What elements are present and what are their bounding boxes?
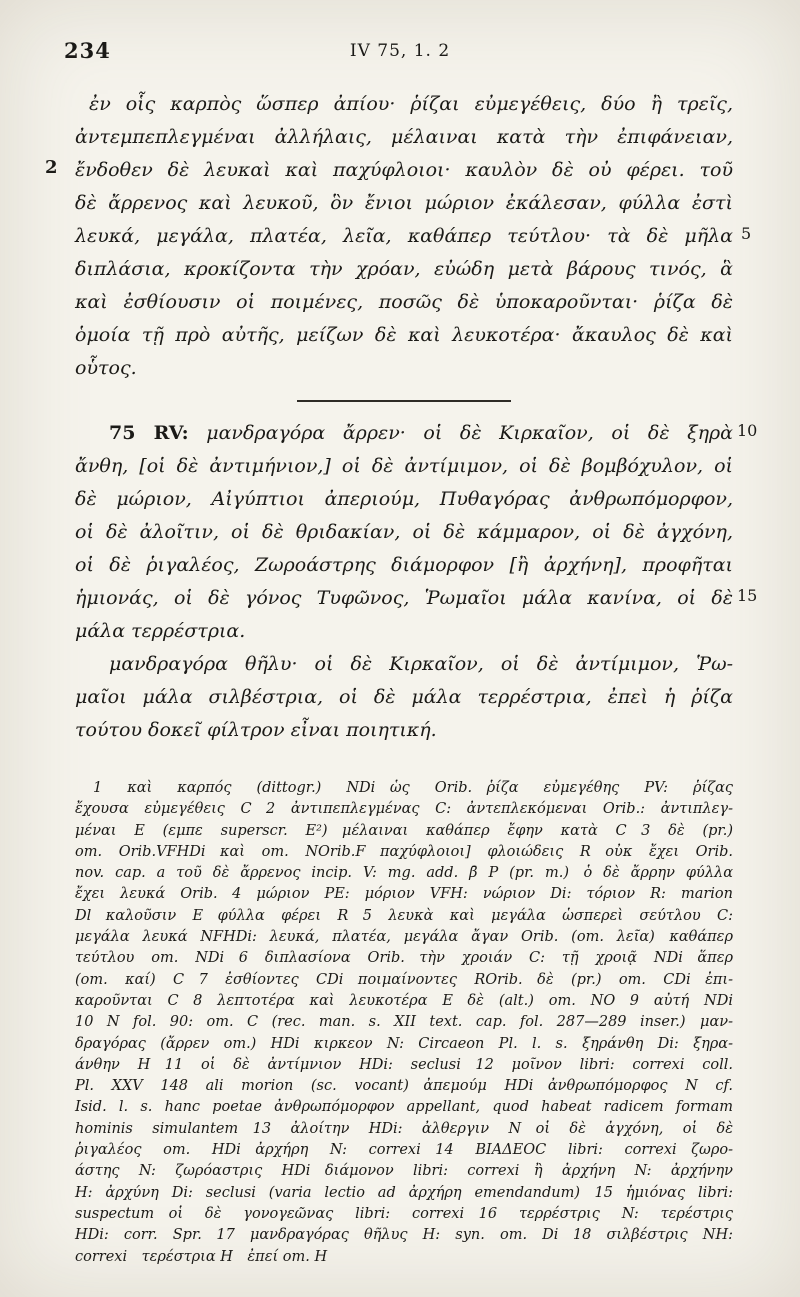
margin-section-number: 2 xyxy=(45,157,58,178)
apparatus-line: μέναι E (εμπε superscr. E²) μέλαιναι καθάπερ ἔφην κατὰ C 3 δὲ (pr.) xyxy=(75,822,733,839)
page-number: 234 xyxy=(64,38,111,63)
text-line: ἀντεμπεπλεγμέναι ἀλλήλαις, μέλαιναι κατὰ τὴν ἐπιφάνειαν, xyxy=(75,126,733,148)
apparatus-line: ἔχουσα εὐμεγέθεις C 2 ἀντιπεπλεγμένας C: ἀντεπλεκόμεναι Orib.: ἀντιπλεγ- xyxy=(75,801,733,818)
apparatus-line: Dl καλοῦσιν E φύλλα φέρει R 5 λευκὰ καὶ μεγάλα ὡσπερεὶ σεύτλου C: xyxy=(75,907,733,924)
apparatus-lines xyxy=(75,778,733,1268)
text-line: δὲ μώριον, Αἰγύπτιοι ἀπεριούμ, Πυθαγόρας ἀνθρωπόμορφον, xyxy=(75,488,733,510)
margin-line-number-15: 15 xyxy=(737,586,758,605)
paragraph-rv-synonyms-female xyxy=(75,648,733,747)
text-block xyxy=(75,88,733,1268)
apparatus-line: hominis simulantem 13 ἀλοίτην HDi: ἀλθεργιν N οἱ δὲ ἀγχόνη, οἱ δὲ xyxy=(75,1120,733,1137)
text-line-continuation: μανδραγόρα ἄρρεν· οἱ δὲ Κιρκαῖον, οἱ δὲ ξηρὰ xyxy=(188,422,734,444)
text-line: δὲ ἄρρενος καὶ λευκοῦ, ὃν ἔνιοι μώριον ἐκάλεσαν, φύλλα ἐστὶ xyxy=(75,192,733,214)
apparatus-line: suspectum οἱ δὲ γονογεῶνας libri: correxi 16 τερρέστρις N: τερέστρις xyxy=(75,1205,733,1222)
apparatus-line: καροῦνται C 8 λεπτοτέρα καὶ λευκοτέρα E δὲ (alt.) om. NO 9 αὐτή NDi xyxy=(75,992,733,1009)
paragraph-lines xyxy=(75,648,733,747)
text-line: μαῖοι μάλα σιλβέστρια, οἱ δὲ μάλα τερρέστρια, ἐπεὶ ἡ ῥίζα xyxy=(75,686,733,708)
text-line: τούτου δοκεῖ φίλτρον εἶναι ποιητική. xyxy=(75,719,437,741)
apparatus-line: (om. καί) C 7 ἐσθίοντες CDi ποιμαίνοντες ROrib. δὲ (pr.) om. CDi ἐπι- xyxy=(75,971,733,988)
apparatus-line: μεγάλα λευκά NFHDi: λευκά, πλατέα, μεγάλα ἄγαν Orib. (om. λεῖα) καθάπερ xyxy=(75,929,733,946)
apparatus-line: om. Orib.VFHDi καὶ om. NOrib.F παχύφλοιοι] φλοιώδεις R οὐκ ἔχει Orib. xyxy=(75,843,733,860)
text-line: διπλάσια, κροκίζοντα τὴν χρόαν, εὐώδη μετὰ βάρους τινός, ἃ xyxy=(75,258,733,280)
apparatus-line: Pl. XXV 148 ali morion (sc. vocant) ἀπεμούμ HDi ἀνθρωπόμορφος N cf. xyxy=(75,1078,733,1095)
text-line: οἱ δὲ ἀλοῖτιν, οἱ δὲ θριδακίαν, οἱ δὲ κάμμαρον, οἱ δὲ ἀγχόνη, xyxy=(75,521,733,543)
text-line: οὗτος. xyxy=(75,357,137,379)
apparatus-line: 10 N fol. 90: om. C (rec. man. s. XII text. cap. fol. 287—289 inser.) μαν- xyxy=(75,1014,733,1031)
running-head: IV 75, 1. 2 xyxy=(349,41,451,61)
apparatus-line: άστης N: ζωρόαστρις HDi διάμονον libri: correxi ἢ ἀρχήνη N: ἀρχήνην xyxy=(75,1163,733,1180)
text-line: μανδραγόρα θῆλυ· οἱ δὲ Κιρκαῖον, οἱ δὲ ἀντίμιμον, Ῥω- xyxy=(109,653,733,675)
chapter-number-label: 75 RV: xyxy=(109,422,189,444)
margin-line-number-10: 10 xyxy=(737,421,758,440)
apparatus-line: άνθην H 11 οἱ δὲ ἀντίμνιον HDi: seclusi 12 μοῖνον libri: correxi coll. xyxy=(75,1056,733,1073)
page-header xyxy=(62,38,738,66)
section-divider xyxy=(297,400,511,402)
apparatus-line: Isid. l. s. hanc poetae ἀνθρωπόμορφον appellant, quod habeat radicem formam xyxy=(75,1099,733,1116)
margin-line-number-5: 5 xyxy=(741,224,752,243)
text-line: οἱ δὲ ῥιγαλέος, Ζωροάστρης διάμορφον [ἢ ἀρχήνη], προφῆται xyxy=(75,554,733,576)
paragraph-main-text xyxy=(75,88,733,385)
apparatus-line: δραγόρας (ἄρρεν om.) HDi κιρκεον N: Circaeon Pl. l. s. ξηράνθη Di: ξηρα- xyxy=(75,1035,733,1052)
text-line: μάλα τερρέστρια. xyxy=(75,620,246,642)
text-line: ἡμιονάς, οἱ δὲ γόνος Τυφῶνος, Ῥωμαῖοι μάλα κανίνα, οἱ δὲ xyxy=(75,587,733,609)
text-line: ὁμοία τῇ πρὸ αὐτῆς, μείζων δὲ καὶ λευκοτέρα· ἄκαυλος δὲ καὶ xyxy=(75,324,733,346)
apparatus-line: nov. cap. a τοῦ δὲ ἄρρενος incip. V: mg. add. β̄ P (pr. m.) ὁ δὲ ἄρρην φύλλα xyxy=(75,865,733,882)
text-line: καὶ ἐσθίουσιν οἱ ποιμένες, ποσῶς δὲ ὑποκαροῦνται· ῥίζα δὲ xyxy=(75,291,733,313)
apparatus-line: τεύτλου om. NDi 6 διπλασίονα Orib. τὴν χροιάν C: τῇ χροιᾷ NDi ἅπερ xyxy=(75,950,733,967)
apparatus-line: ῥιγαλέος om. HDi ἀρχήρη N: correxi 14 ΒΙΑΔΕΟC libri: correxi ζωρο- xyxy=(75,1142,733,1159)
apparatus-line: H: ἀρχύνη Di: seclusi (varia lectio ad ἀρχήρη emendandum) 15 ἡμιόνας libri: xyxy=(75,1184,733,1201)
apparatus-line: 1 καὶ καρπός (dittogr.) NDi ὡς Orib. ῥίζα εὐμεγέθης PV: ῥίζας xyxy=(93,780,733,796)
text-line: ἔνδοθεν δὲ λευκαὶ καὶ παχύφλοιοι· καυλὸν δὲ οὐ φέρει. τοῦ xyxy=(75,159,733,181)
apparatus-line: correxi τερέστρια H ἐπεί om. H xyxy=(75,1248,328,1265)
apparatus-line: HDi: corr. Spr. 17 μανδραγόρας θῆλυς H: syn. om. Di 18 σιλβέστρις NH: xyxy=(75,1227,733,1244)
text-line: λευκά, μεγάλα, πλατέα, λεῖα, καθάπερ τεύτλου· τὰ δὲ μῆλα xyxy=(75,225,733,247)
apparatus-line: ἔχει λευκά Orib. 4 μώριον PE: μόριον VFH: νώριον Di: τόριον R: marion xyxy=(75,886,733,903)
paragraph-rv-synonyms-male xyxy=(75,417,733,648)
paragraph-lines xyxy=(75,450,733,648)
text-line: ἐν οἷς καρπὸς ὥσπερ ἀπίου· ῥίζαι εὐμεγέθεις, δύο ἢ τρεῖς, xyxy=(89,93,733,115)
text-line xyxy=(75,417,733,450)
critical-apparatus xyxy=(75,778,733,1268)
text-line: ἄνθη, [οἱ δὲ ἀντιμήνιον,] οἱ δὲ ἀντίμιμον, οἱ δὲ βομβόχυλον, οἱ xyxy=(75,455,733,477)
paragraph-lines xyxy=(75,88,733,385)
